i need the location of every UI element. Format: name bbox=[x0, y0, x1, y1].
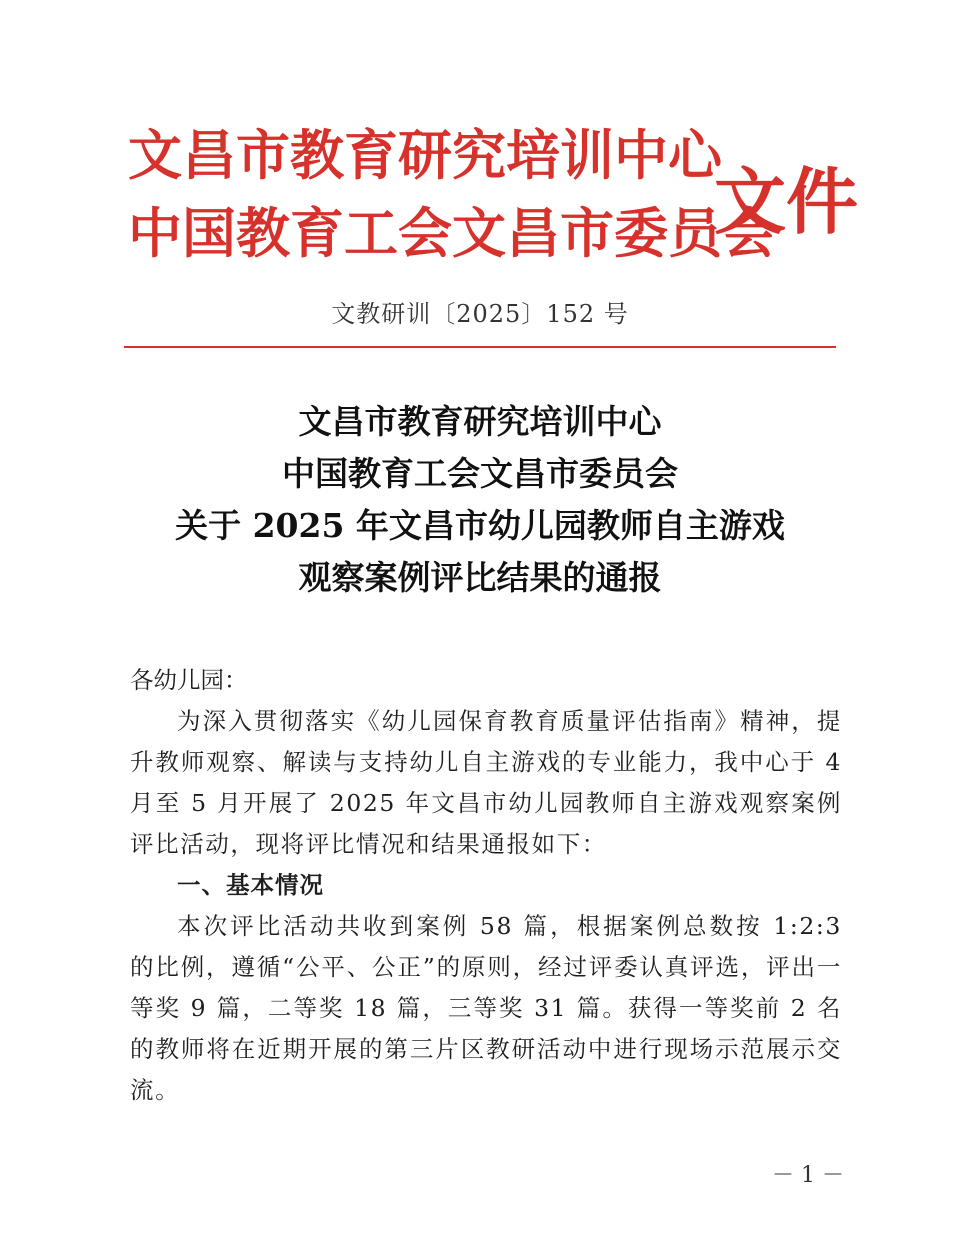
section-heading-basic-info: 一、基本情况 bbox=[177, 871, 324, 899]
letterhead-doc-type: 文件 bbox=[714, 159, 859, 244]
document-number: 文教研训〔2025〕152 号 bbox=[331, 300, 629, 328]
red-divider-line bbox=[124, 346, 836, 348]
intro-paragraph: 为深入贯彻落实《幼儿园保育教育质量评估指南》精神，提升教师观察、解读与支持幼儿自主游戏的专业能力，我中心于 4 月至 5 月开展了 2025 年文昌市幼儿园教师自主游戏观察案例评比活动，现将评比情况和结果通报如下： bbox=[130, 707, 842, 858]
title-line-2: 中国教育工会文昌市委员会 bbox=[282, 454, 678, 493]
title-line-4: 观察案例评比结果的通报 bbox=[298, 558, 662, 597]
document-body bbox=[130, 660, 842, 1111]
title-line-1: 文昌市教育研究培训中心 bbox=[298, 402, 662, 441]
page-number: － 1 － bbox=[772, 1163, 844, 1188]
title-line-3: 关于 2025 年文昌市幼儿园教师自主游戏 bbox=[175, 506, 785, 545]
salutation: 各幼儿园： bbox=[130, 666, 248, 694]
section-paragraph-basic-info: 本次评比活动共收到案例 58 篇，根据案例总数按 1:2:3 的比例，遵循“公平、公正”的原则，经过评委认真评选，评出一等奖 9 篇，二等奖 18 篇，三等奖 31 篇。获得一等奖前 2 名的教师将在近期开展的第三片区教研活动中进行现场示范展示交流。 bbox=[130, 912, 842, 1104]
letterhead-issuer-1: 文昌市教育研究培训中心 bbox=[128, 123, 722, 187]
notice-title bbox=[0, 396, 960, 604]
letterhead-issuer-2: 中国教育工会文昌市委员会 bbox=[128, 201, 776, 265]
